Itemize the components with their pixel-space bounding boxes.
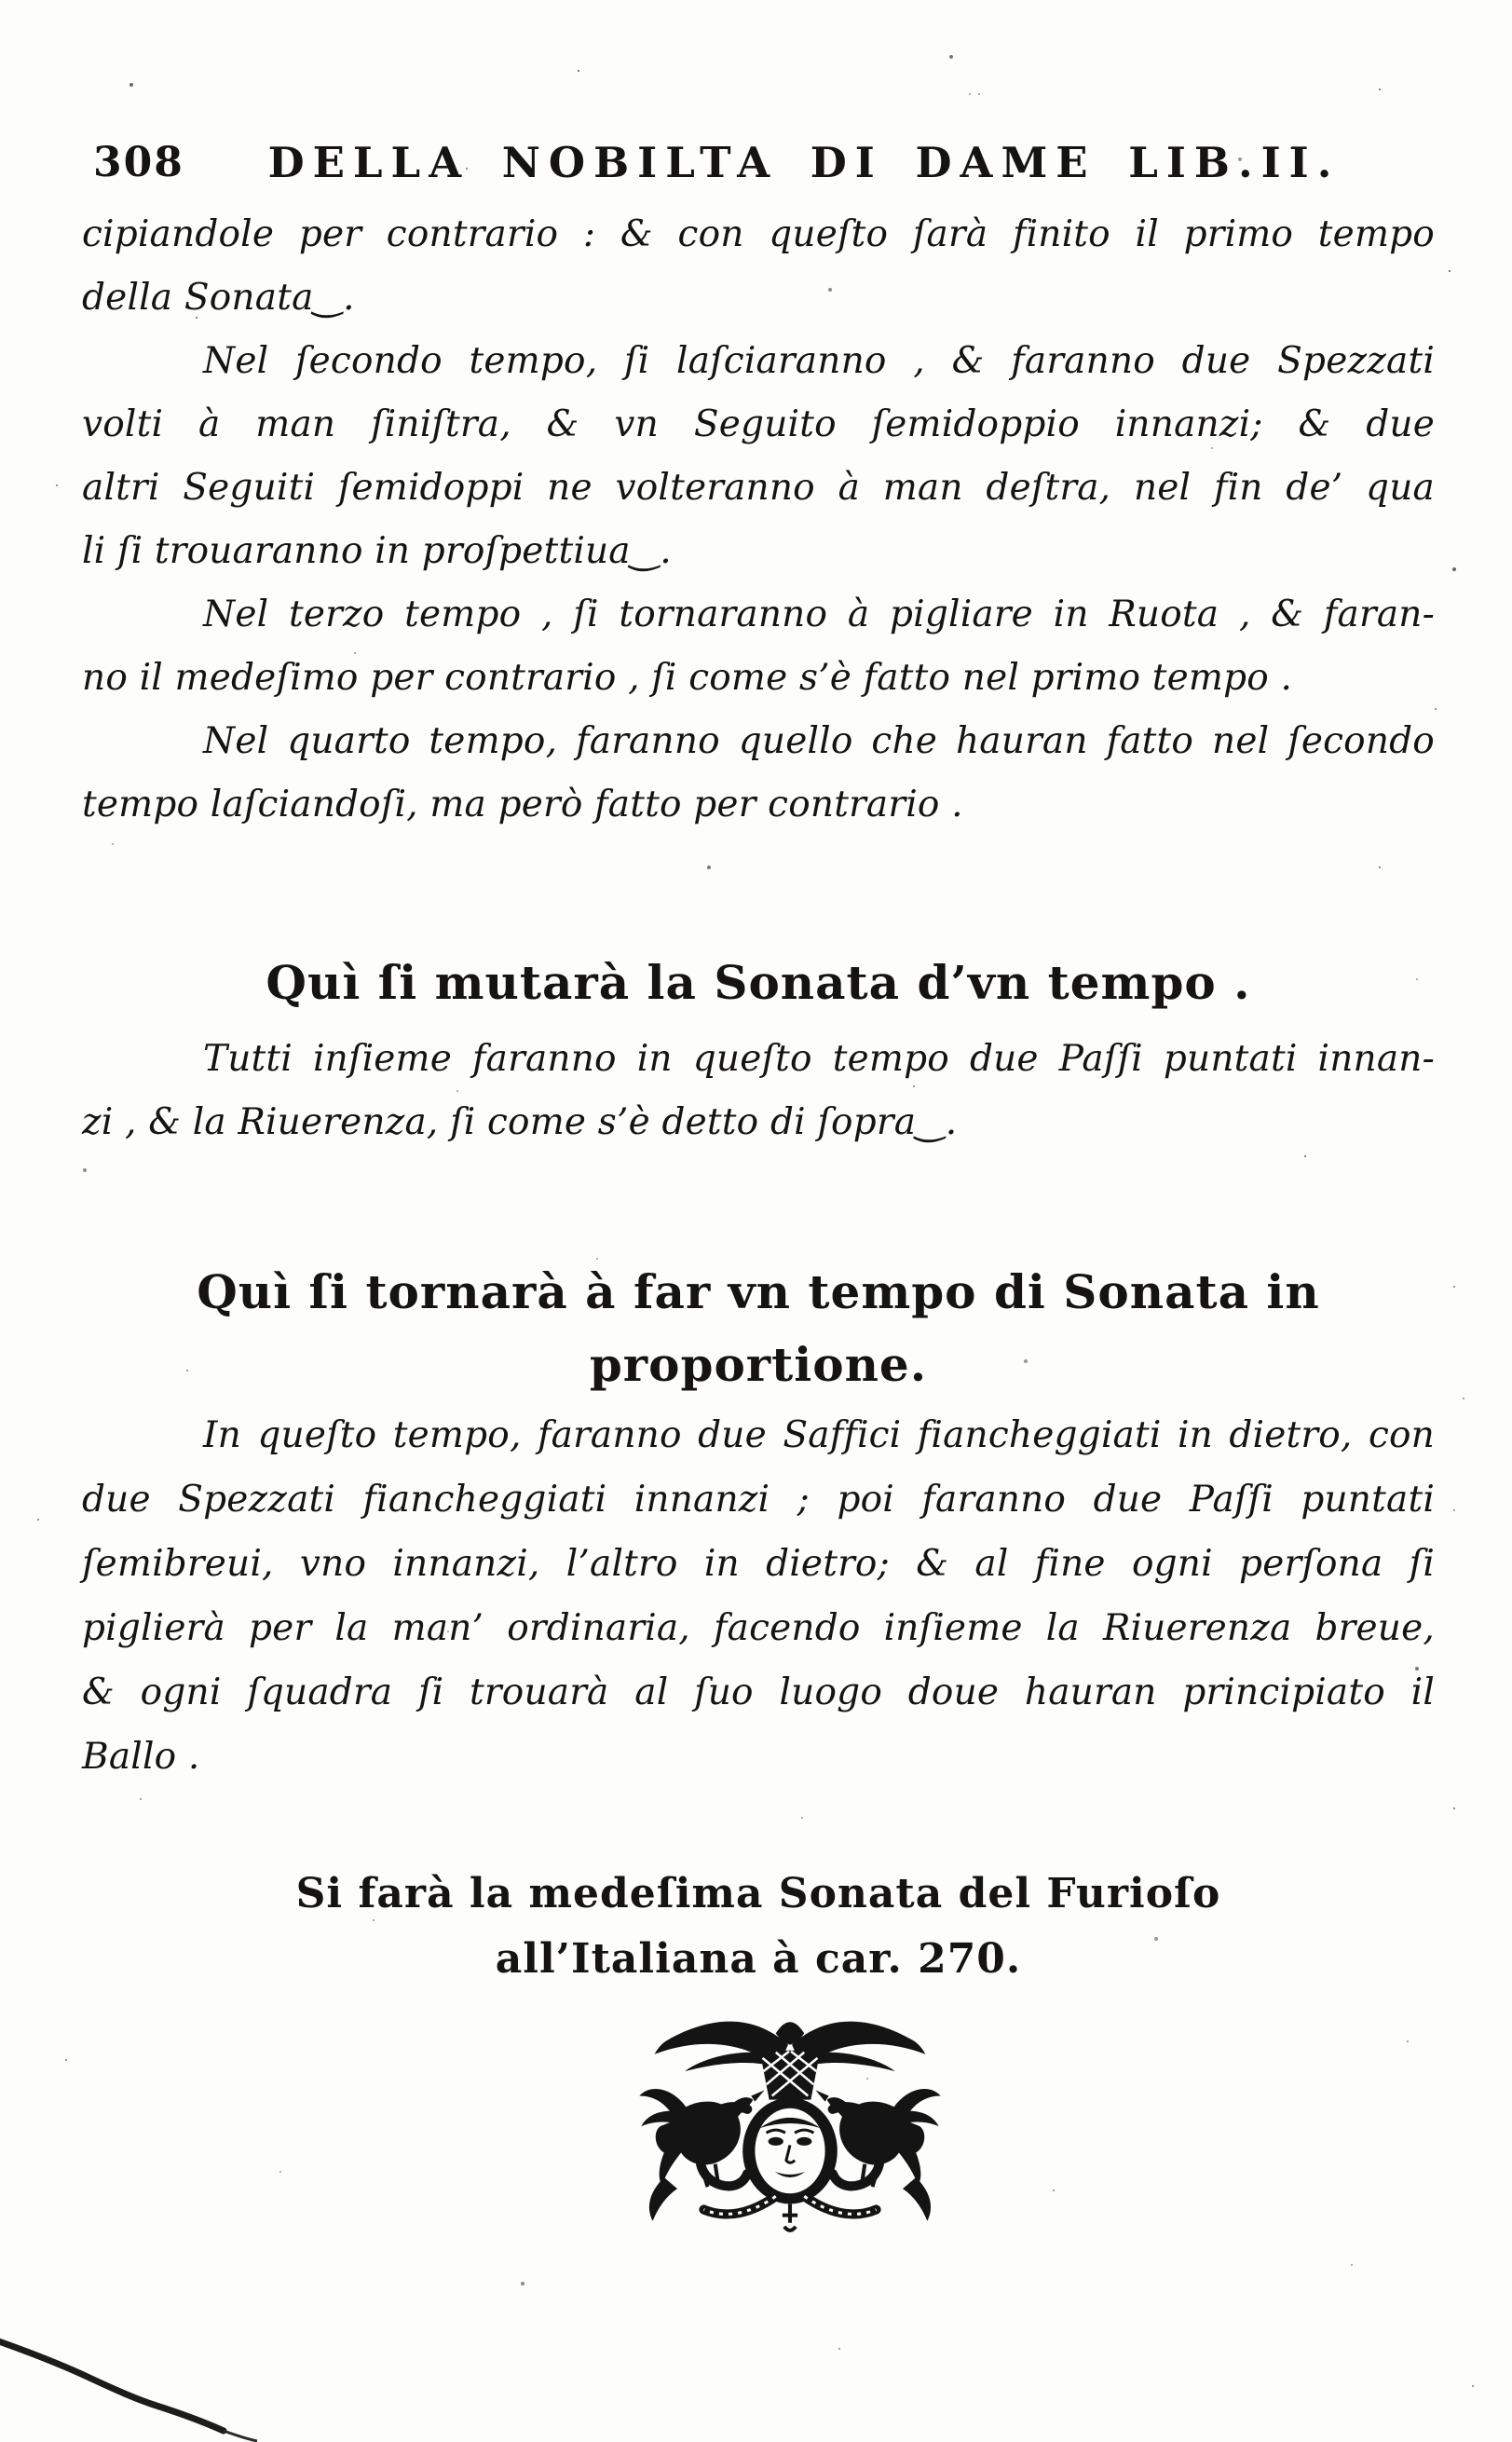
text-line: cipiandole per contrario : & con queſto ſarà finito il primo tempo — [82, 213, 1435, 255]
text-line: & ogni ſquadra ſi trouarà al ſuo luogo doue hauran principiato il — [82, 1671, 1435, 1713]
text-line: Ballo . — [82, 1736, 200, 1778]
text-line: della Sonata‿. — [82, 277, 355, 319]
printer-ornament — [632, 2009, 948, 2236]
text-line: zi , & la Riuerenza, ſi come s’è detto di ſopra‿. — [82, 1101, 958, 1143]
text-line: Nel ſecondo tempo, ſi laſciaranno , & faranno due Spezzati — [203, 340, 1435, 382]
section-heading-mutara-sonata: Quì ſi mutarà la Sonata d’vn tempo . — [266, 954, 1251, 1010]
heading-line: Quì ſi tornarà à far vn tempo di Sonata in — [197, 1263, 1320, 1319]
text-line: due Spezzati fiancheggiati innanzi ; poi faranno due Paſſi puntati — [82, 1479, 1435, 1521]
running-title: DELLA NOBILTA DI DAME LIB.II. — [267, 138, 1341, 187]
heading-line: Si farà la medeſima Sonata del Furioſo — [295, 1869, 1221, 1917]
paragraph-block-3 — [82, 1403, 1435, 1789]
fruit-basket-icon — [759, 2051, 820, 2100]
text-line: altri Seguiti ſemidoppi ne volteranno à man deſtra, nel fin de’ qua — [82, 467, 1435, 509]
text-line: piglierà per la man’ ordinaria, facendo inſieme la Riuerenza breue, — [82, 1607, 1435, 1649]
heading-line: proportione. — [589, 1336, 928, 1392]
paragraph-block-2 — [82, 1028, 1435, 1154]
paragraph-block-1 — [82, 203, 1435, 837]
text-line: volti à man ſiniſtra, & vn Seguito ſemidoppio innanzi; & due — [82, 403, 1435, 445]
page-crease-artifact — [0, 2309, 335, 2442]
folio-number: 308 — [93, 139, 184, 186]
text-line: no il medeſimo per contrario , ſi come s’è fatto nel primo tempo . — [82, 657, 1293, 699]
section-heading-furioso-italiana — [82, 1862, 1435, 1992]
text-line: In queſto tempo, faranno due Saffici fiancheggiati in dietro, con — [203, 1414, 1435, 1456]
text-line: ſemibreui, vno innanzi, l’altro in dietro; & al fine ogni perſona ſi — [82, 1543, 1435, 1585]
text-line: li ſi trouaranno in proſpettiua‿. — [82, 530, 672, 572]
heading-line: all’Italiana à car. 270. — [495, 1934, 1022, 1983]
text-line: Tutti inſieme faranno in queſto tempo due Paſſi puntati innan- — [203, 1038, 1435, 1080]
section-heading-proportione — [82, 1256, 1435, 1401]
mask-face-icon — [742, 2098, 838, 2204]
page-header — [86, 133, 1438, 193]
text-line: tempo laſciandoſi, ma però fatto per contrario . — [82, 784, 963, 825]
text-line: Nel quarto tempo, faranno quello che hauran fatto nel ſecondo — [203, 720, 1435, 762]
text-line: Nel terzo tempo , ſi tornaranno à pigliare in Ruota , & faran- — [203, 593, 1435, 635]
